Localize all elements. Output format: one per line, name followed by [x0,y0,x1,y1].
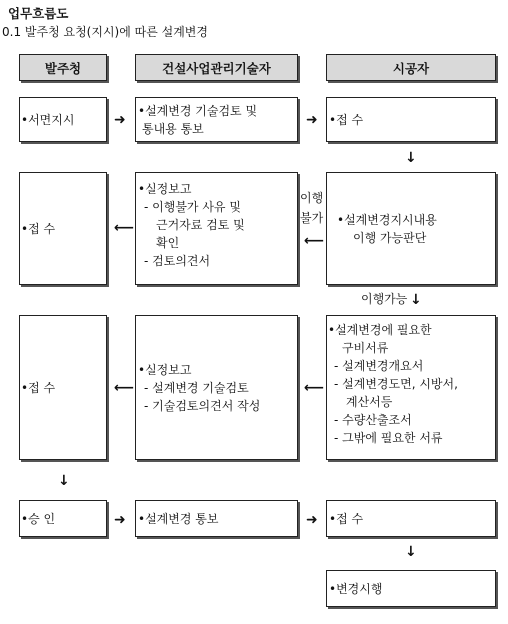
client-receipt-box-1 [19,172,107,285]
client-receipt-text-2: •접 수 [21,380,56,395]
supervisor-report-line-5: - 검토의견서 [144,254,211,268]
client-written-order-box [19,97,107,142]
contractor-feasibility-line-2: 이행 가능판단 [353,230,427,245]
contractor-documents-box [326,315,496,460]
section-subtitle: 0.1 발주청 요청(지시)에 따른 설계변경 [2,25,208,39]
supervisor-change-notice-box [135,500,298,537]
contractor-receipt-box-2 [326,500,496,537]
client-receipt-text-1: •접 수 [21,221,56,236]
arrow-left-icon: ⟵ [304,233,325,249]
header-supervisor-label: 건설사업관리기술자 [162,60,271,76]
supervisor-report-line-2: - 이행불가 사유 및 [144,200,241,214]
client-approval-text: •승 인 [21,511,56,526]
contractor-docs-line-3: - 설계변경개요서 [334,359,424,373]
not-feasible-label-top: 이행 [300,191,324,205]
contractor-docs-line-7: - 그밖에 필요한 서류 [334,431,443,445]
client-approval-box [19,500,107,537]
page-title: 업무흐름도 [8,6,69,21]
supervisor-status-report-box-1 [135,172,298,285]
contractor-receipt-text-1: •접 수 [329,112,364,127]
contractor-feasibility-box [326,172,496,285]
arrow-left-icon: ⟵ [114,220,135,236]
supervisor-status-report-box-2 [135,315,298,460]
supervisor-change-notice-text: •설계변경 통보 [138,511,219,526]
contractor-receipt-text-2: •접 수 [329,511,364,526]
arrow-down-icon: ↓ [405,150,417,166]
contractor-docs-line-6: - 수량산출조서 [334,413,412,427]
supervisor-report2-line-2: - 설계변경 기술검토 [144,380,249,395]
contractor-docs-line-5: 계산서등 [346,395,393,409]
arrow-left-icon: ⟵ [114,380,135,396]
feasible-label: 이행가능 [361,292,408,306]
arrow-down-icon: ↓ [58,473,70,489]
supervisor-report2-line-3: - 기술검토의견서 작성 [144,398,261,413]
contractor-docs-line-2: 구비서류 [342,341,389,355]
contractor-execution-box [326,570,496,607]
supervisor-review-line-1: •설계변경 기술검토 및 [138,103,258,118]
client-receipt-box-2 [19,315,107,460]
supervisor-report2-line-1: •실정보고 [138,362,192,377]
client-written-order-text: •서면지시 [21,112,75,127]
header-contractor-label: 시공자 [392,60,430,76]
supervisor-report-line-4: 확인 [156,236,180,250]
contractor-docs-line-4: - 설계변경도면, 시방서, [334,377,458,391]
header-client-label: 발주청 [44,60,82,76]
supervisor-report-line-1: •실정보고 [138,182,192,196]
supervisor-report-line-3: 근거자료 검토 및 [156,218,245,232]
arrow-left-icon: ⟵ [304,380,325,396]
arrow-right-icon: ➜ [114,512,126,528]
supervisor-review-notify-box [135,97,298,142]
arrow-down-icon: ↓ [410,292,422,308]
header-contractor [326,54,496,81]
header-supervisor [135,54,298,81]
contractor-feasibility-line-1: •설계변경지시내용 [337,212,437,227]
contractor-receipt-box-1 [326,97,496,142]
arrow-right-icon: ➜ [114,112,126,128]
contractor-execution-text: •변경시행 [329,581,383,596]
header-client [19,54,107,81]
arrow-right-icon: ➜ [306,512,318,528]
arrow-right-icon: ➜ [306,112,318,128]
contractor-docs-line-1: •설계변경에 필요한 [328,323,432,337]
arrow-down-icon: ↓ [405,544,417,560]
not-feasible-label-bottom: 불가 [300,211,324,225]
supervisor-review-line-2: 통내용 통보 [142,121,204,136]
